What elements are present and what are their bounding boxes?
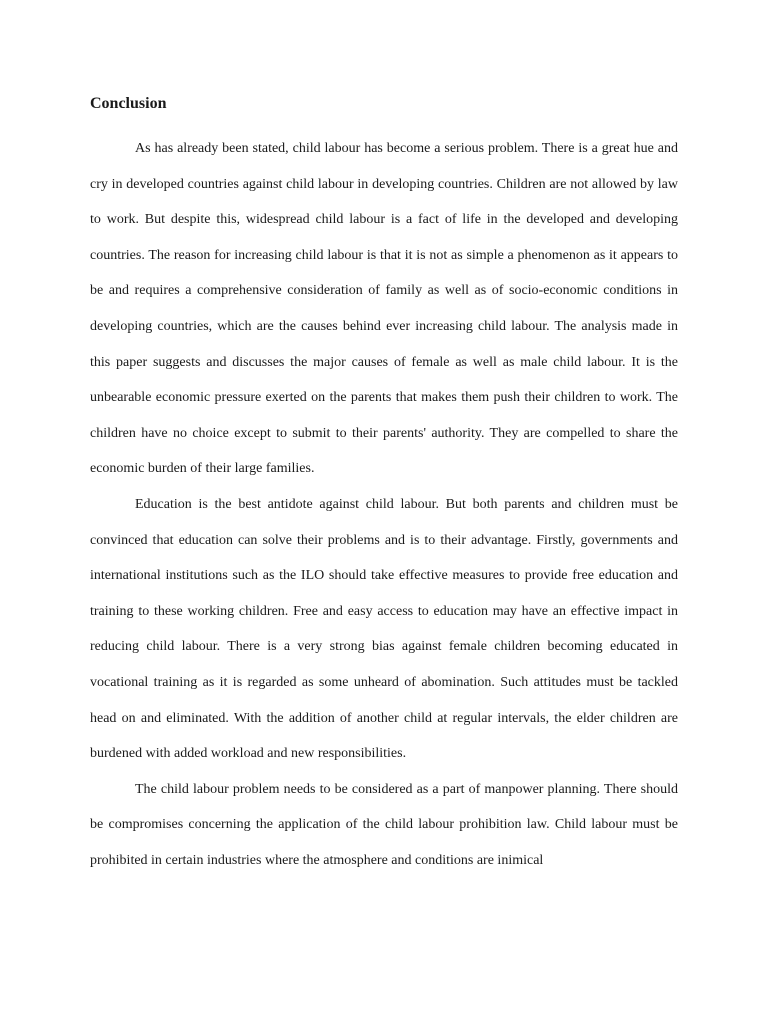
section-heading: Conclusion [90, 95, 167, 112]
document-body [90, 131, 678, 878]
paragraph: The child labour problem needs to be considered as a part of manpower planning. There should be compromises concerning the application of the child labour prohibition law. Child labour must be prohibited in certain industries where the atmosphere and conditions are inimical [90, 781, 678, 868]
paragraph: As has already been stated, child labour has become a serious problem. There is a great hue and cry in developed countries against child labour in developing countries. Children are not allowed by law to work. But despite this, widespread child labour is a fact of life in the developed and developing countries. The reason for increasing child labour is that it is not as simple a phenomenon as it appears to be and requires a comprehensive consideration of family as well as of socio-economic conditions in developing countries, which are the causes behind ever increasing child labour. The analysis made in this paper suggests and discusses the major causes of female as well as male child labour. It is the unbearable economic pressure exerted on the parents that makes them push their children to work. The children have no choice except to submit to their parents' authority. They are compelled to share the economic burden of their large families. [90, 141, 678, 477]
paragraph: Education is the best antidote against child labour. But both parents and children must be convinced that education can solve their problems and is to their advantage. Firstly, governments and international institutions such as the ILO should take effective measures to provide free education and training to these working children. Free and easy access to education may have an effective impact in reducing child labour. There is a very strong bias against female children becoming educated in vocational training as it is regarded as some unheard of abomination. Such attitudes must be tackled head on and eliminated. With the addition of another child at regular intervals, the elder children are burdened with added workload and new responsibilities. [90, 496, 678, 762]
